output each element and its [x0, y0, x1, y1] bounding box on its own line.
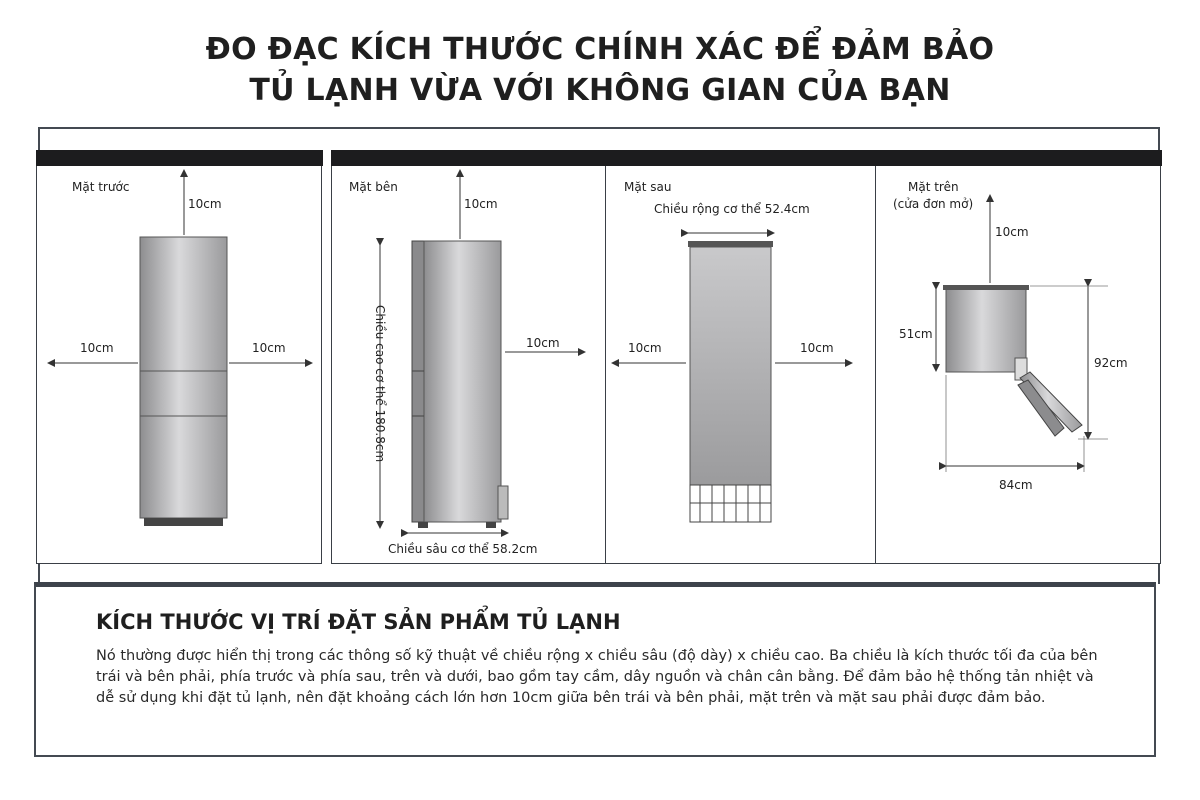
back-left-clearance: 10cm: [628, 341, 662, 355]
front-left-clearance: 10cm: [80, 341, 114, 355]
section-body: Nó thường được hiển thị trong các thông số kỹ thuật về chiều rộng x chiều sâu (độ dày) x chiều cao. Ba chiều là kích thước tối đa của bên trái và bên phải, phía trước và phía sau, trên và dưới, bao gồm tay cầm, dây nguồn và chân cân bằng. Để đảm bảo hệ thống tản nhiệt và dễ sử dụng khi đặt tủ lạnh, nên đặt khoảng cách lớn hơn 10cm giữa bên trái và bên phải, mặt trên và mặt sau phải được đảm bảo.: [96, 648, 1098, 706]
side-top-clearance: 10cm: [464, 197, 498, 211]
back-fridge: [688, 241, 773, 522]
top-width: 84cm: [999, 478, 1033, 492]
back-view-label: Mặt sau: [624, 180, 672, 194]
top-door-open: 92cm: [1094, 356, 1128, 370]
section-title: KÍCH THƯỚC VỊ TRÍ ĐẶT SẢN PHẨM TỦ LẠNH: [96, 610, 621, 634]
page-title-line-2: TỦ LẠNH VỪA VỚI KHÔNG GIAN CỦA BẠN: [249, 73, 951, 108]
side-body-depth: Chiều sâu cơ thể 58.2cm: [388, 542, 538, 556]
back-right-clearance: 10cm: [800, 341, 834, 355]
top-view-fridge: [943, 285, 1082, 436]
top-clearance: 10cm: [995, 225, 1029, 239]
side-back-clearance: 10cm: [526, 336, 560, 350]
front-top-clearance: 10cm: [188, 197, 222, 211]
page-title-line-1: ĐO ĐẠC KÍCH THƯỚC CHÍNH XÁC ĐỂ ĐẢM BẢO: [205, 32, 995, 67]
side-body-height: Chiều cao cơ thể 180.8cm: [373, 305, 387, 463]
side-view-label: Mặt bên: [349, 180, 398, 194]
top-view-sublabel: (cửa đơn mở): [893, 197, 974, 211]
front-right-clearance: 10cm: [252, 341, 286, 355]
front-view-label: Mặt trước: [72, 180, 130, 194]
back-body-width: Chiều rộng cơ thể 52.4cm: [654, 202, 810, 216]
top-view-label: Mặt trên: [908, 180, 959, 194]
top-depth: 51cm: [899, 327, 933, 341]
front-fridge: [140, 237, 227, 526]
side-fridge: [412, 241, 508, 528]
